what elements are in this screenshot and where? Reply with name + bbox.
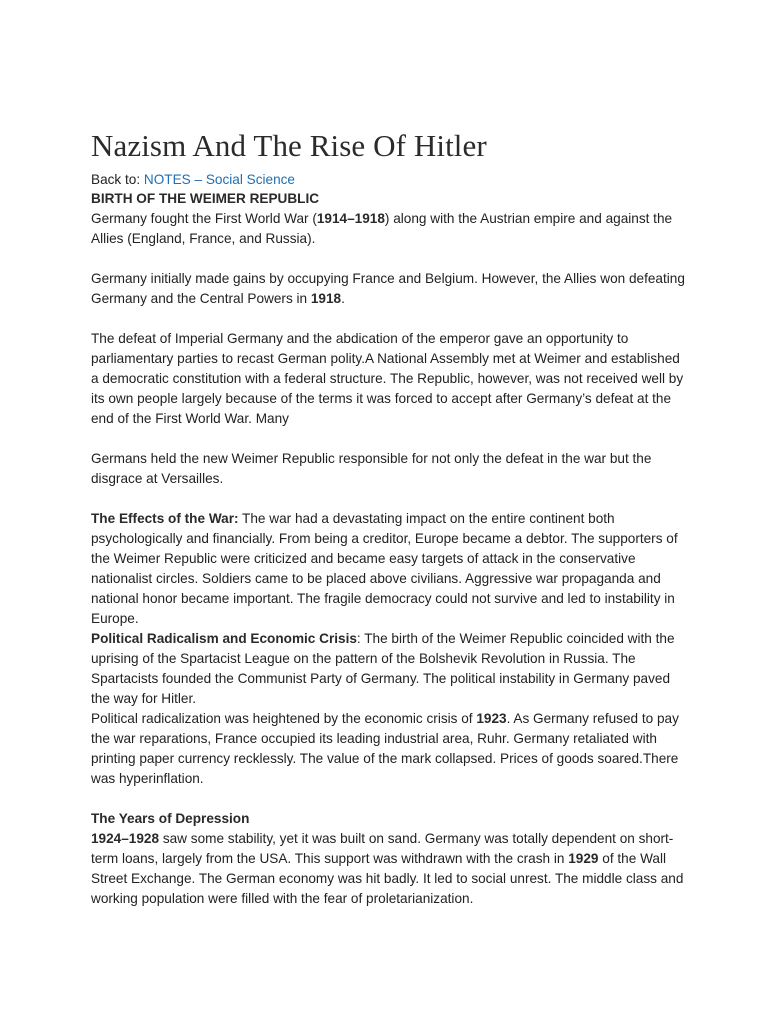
p7-text-c: . As Germany refused to pay the war reparations, France occupied its leading industrial area, Ruhr. Germany retaliated with printing paper currency recklessly. The value of the mark collapsed. Prices of goods soared.There was hyperinflation. [91,711,679,786]
p7-text-a: Political radicalization was heightened by the economic crisis of [91,711,477,726]
paragraph-depression [91,829,691,909]
p2-text-c: . [341,291,345,306]
paragraph-imperial-defeat: The defeat of Imperial Germany and the abdication of the emperor gave an opportunity to parliamentary parties to recast German polity.A National Assembly met at Weimer and established a democratic constitution with a federal structure. The Republic, however, was not received well by its own people largely because of the terms it was forced to accept after Germany’s defeat at the end of the First World War. Many [91,331,684,426]
paragraph-economic-crisis [91,709,691,789]
p8-years: 1924–1928 [91,831,160,846]
paragraph-initial-gains [91,269,691,309]
breadcrumb-prefix: Back to: [91,172,144,187]
p1-text-c: ) along with the Austrian empire and against the Allies (England, France, and Russia). [91,211,673,246]
page-title: Nazism And The Rise Of Hitler [91,128,487,163]
p1-years: 1914–1918 [316,211,385,226]
p1-text-a: Germany fought the First World War ( [91,211,317,226]
paragraph-effects-of-war [91,509,691,629]
paragraph-first-world-war [91,209,691,249]
p2-text-a: Germany initially made gains by occupying France and Belgium. However, the Allies won defeating Germany and the Central Powers in [91,271,685,306]
article [91,128,691,909]
paragraph-versailles: Germans held the new Weimer Republic responsible for not only the defeat in the war but the disgrace at Versailles. [91,451,652,486]
paragraph-political-radicalism [91,629,691,709]
effects-of-war-label: The Effects of the War: [91,511,239,526]
notes-social-science-link[interactable]: NOTES – Social Science [143,172,295,187]
effects-of-war-text: The war had a devastating impact on the entire continent both psychologically and financially. From being a creditor, Europe became a debtor. The supporters of the Weimer Republic were criticized and became easy targets of attack in the conservative nationalist circles. Soldiers came to be placed above civilians. Aggressive war propaganda and national honor became important. The fragile democracy could not survive and led to instability in Europe. [91,511,678,626]
p8-text-d: of the Wall Street Exchange. The German economy was hit badly. It led to social unrest. The middle class and working population were filled with the fear of proletarianization. [91,851,684,906]
political-radicalism-label: Political Radicalism and Economic Crisis [91,631,357,646]
p7-year: 1923 [476,711,507,726]
section-heading-depression: The Years of Depression [91,811,250,826]
political-radicalism-text: : The birth of the Weimer Republic coincided with the uprising of the Spartacist League on the pattern of the Bolshevik Revolution in Russia. The Spartacists founded the Communist Party of Germany. The political instability in Germany paved the way for Hitler. [91,631,675,706]
p8-text-b: saw some stability, yet it was built on sand. Germany was totally dependent on short-term loans, largely from the USA. This support was withdrawn with the crash in [91,831,674,866]
p8-year: 1929 [568,851,599,866]
section-heading-weimer: BIRTH OF THE WEIMER REPUBLIC [91,191,320,206]
breadcrumb [91,170,691,189]
p2-year: 1918 [310,291,342,306]
